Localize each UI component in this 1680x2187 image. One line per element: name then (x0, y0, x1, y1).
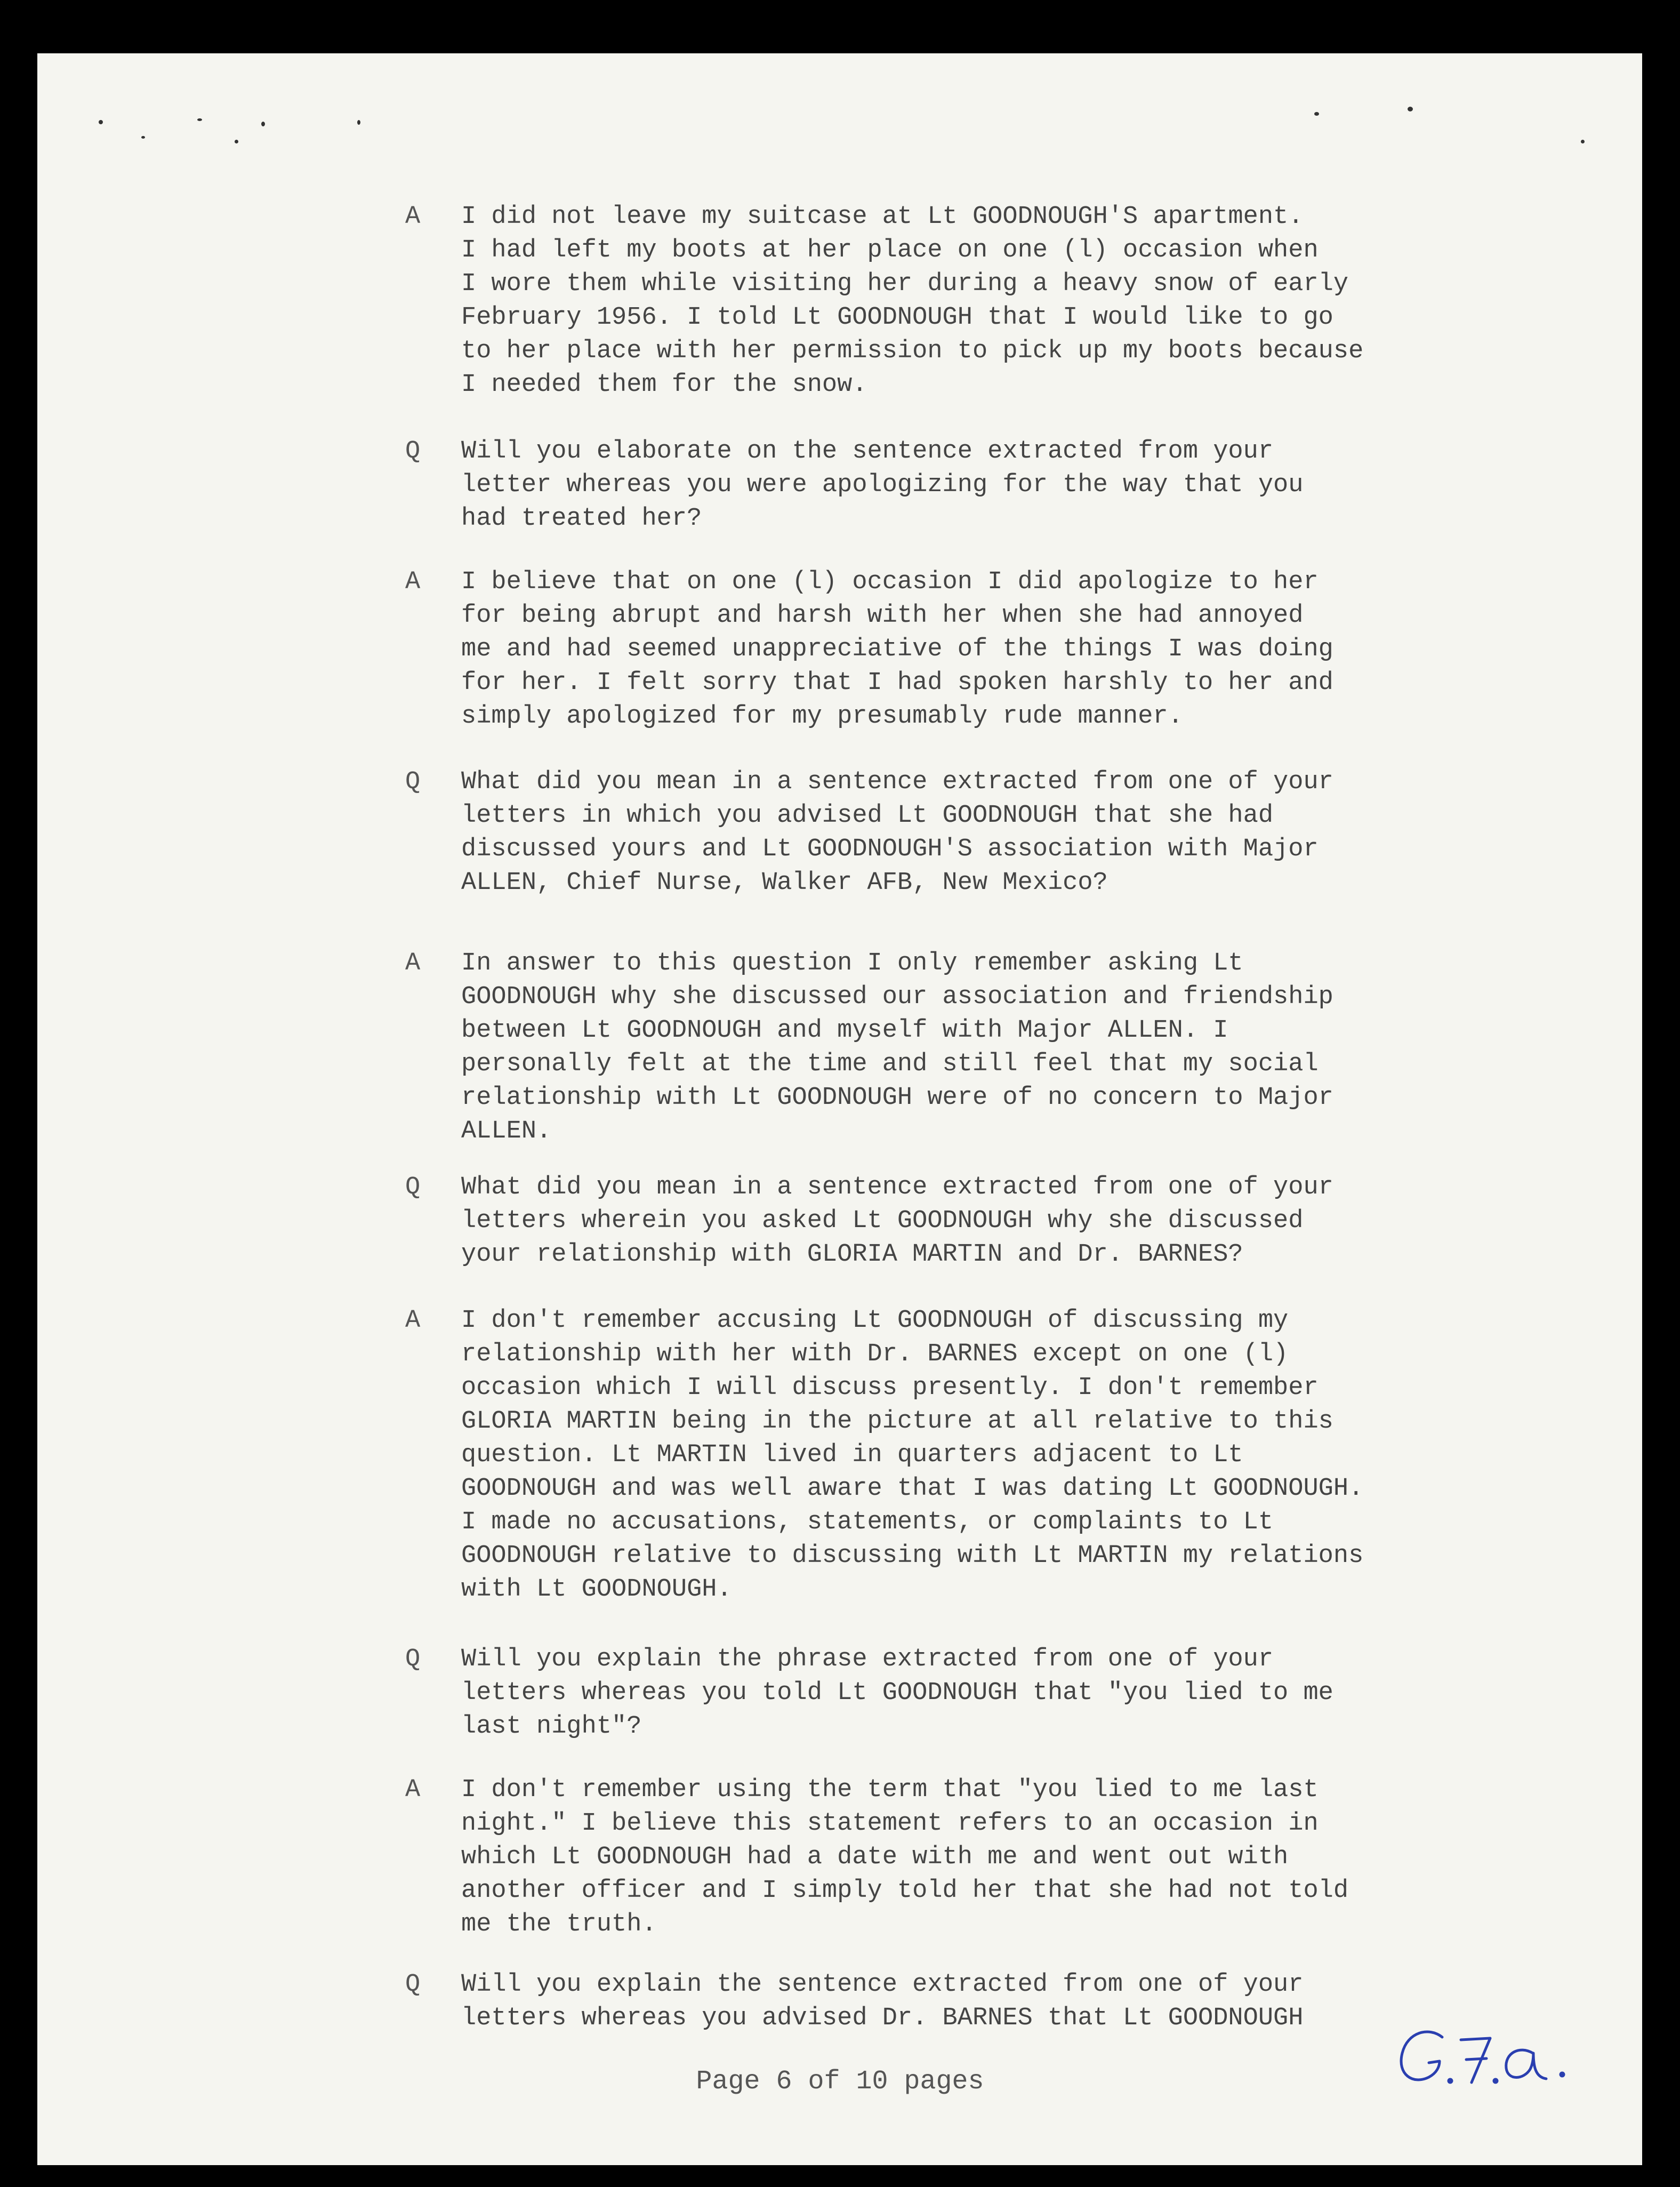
entry-label: Q (405, 1970, 421, 1999)
entry-text: I don't remember accusing Lt GOODNOUGH of discussing my relationship with her with Dr. BARNES except on one (l) occasion which I will discuss presently. I don't remember GLORIA MARTIN being in the picture at all relative to this question. Lt MARTIN lived in quarters adjacent to Lt GOODNOUGH and was well aware that I was dating Lt GOODNOUGH. I made no accusations, statements, or complaints to Lt GOODNOUGH relative to discussing with Lt MARTIN my relations with Lt GOODNOUGH. (461, 1307, 1364, 1604)
qa-entry-answer (405, 200, 1514, 402)
paper-speck (99, 120, 103, 124)
entry-label: A (405, 203, 421, 231)
entry-label: A (405, 1307, 421, 1335)
entry-label: A (405, 568, 421, 596)
qa-entry-question (405, 1643, 1514, 1743)
entry-text: I don't remember using the term that "you lied to me last night." I believe this statement refers to an occasion in which Lt GOODNOUGH had a date with me and went out with another officer and I simply told her that she had not told me the truth. (461, 1776, 1349, 1938)
qa-entry-question (405, 765, 1514, 900)
qa-entry-answer (405, 1304, 1514, 1606)
entry-label: Q (405, 437, 421, 466)
qa-entry-answer (405, 1773, 1514, 1941)
entry-text: Will you explain the sentence extracted from one of your letters whereas you advised Dr. BARNES that Lt GOODNOUGH (461, 1970, 1304, 2032)
entry-text: What did you mean in a sentence extracted from one of your letters wherein you asked Lt GOODNOUGH why she discussed your relationship with GLORIA MARTIN and Dr. BARNES? (461, 1173, 1333, 1269)
paper-speck (1408, 107, 1413, 111)
qa-entry-answer (405, 947, 1514, 1148)
entry-text: Will you elaborate on the sentence extracted from your letter whereas you were apologizing for the way that you had treated her? (461, 437, 1304, 533)
entry-text: What did you mean in a sentence extracted from one of your letters in which you advised Lt GOODNOUGH that she had discussed yours and Lt GOODNOUGH'S association with Major ALLEN, Chief Nurse, Walker AFB, New Mexico? (461, 768, 1333, 897)
paper-speck (357, 120, 360, 125)
entry-label: Q (405, 1645, 421, 1673)
qa-entry-question (405, 1171, 1514, 1271)
paper-speck (261, 122, 265, 126)
paper-speck (197, 118, 202, 121)
entry-label: Q (405, 1173, 421, 1201)
entry-text: Will you explain the phrase extracted from one of your letters whereas you told Lt GOODNOUGH that "you lied to me last night"? (461, 1645, 1333, 1741)
qa-entry-question (405, 1968, 1514, 2035)
qa-entry-answer (405, 565, 1514, 733)
entry-label: A (405, 1776, 421, 1804)
paper-speck (235, 140, 238, 143)
handwritten-annotation (1386, 2021, 1610, 2096)
paper-speck (1581, 140, 1585, 143)
qa-entry-question (405, 435, 1514, 535)
entry-label: A (405, 949, 421, 978)
entry-text: In answer to this question I only remember asking Lt GOODNOUGH why she discussed our association and friendship between Lt GOODNOUGH and myself with Major ALLEN. I personally felt at the time and still feel that my social relationship with Lt GOODNOUGH were of no concern to Major ALLEN. (461, 949, 1333, 1145)
entry-text: I did not leave my suitcase at Lt GOODNOUGH'S apartment. I had left my boots at her place on one (l) occasion when I wore them while visiting her during a heavy snow of early February 1956. I told Lt GOODNOUGH that I would like to go to her place with her permission to pick up my boots because I needed them for the snow. (461, 203, 1364, 399)
entry-label: Q (405, 768, 421, 796)
paper-speck (1314, 112, 1319, 116)
entry-text: I believe that on one (l) occasion I did apologize to her for being abrupt and harsh with her when she had annoyed me and had seemed unappreciative of the things I was doing for her. I felt sorry that I had spoken harshly to her and simply apologized for my presumably rude manner. (461, 568, 1333, 731)
page-footer: Page 6 of 10 pages (696, 2066, 984, 2097)
paper-speck (141, 136, 145, 139)
